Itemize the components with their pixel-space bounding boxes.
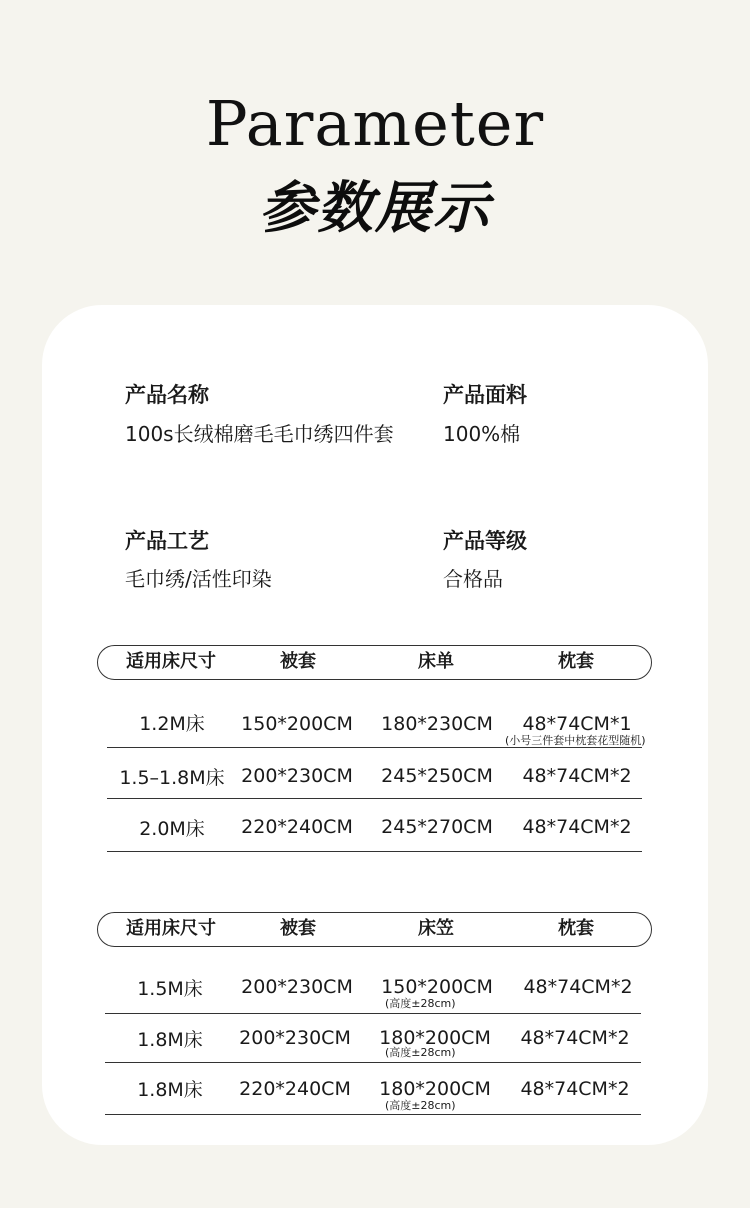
table2-header-duvet-cover: 被套: [280, 918, 316, 939]
product-name-label: 产品名称: [125, 383, 209, 407]
table1-row1-sheet: 180*230CM: [381, 713, 493, 735]
product-grade-label: 产品等级: [443, 529, 527, 553]
product-craft-label: 产品工艺: [125, 529, 209, 553]
product-grade-value: 合格品: [443, 567, 503, 591]
table2-row2-note: (高度±28cm): [385, 1046, 456, 1059]
table2-row2-fitted: 180*200CM: [379, 1027, 491, 1049]
table1-header: [97, 645, 652, 680]
table2-row2-duvet: 200*230CM: [239, 1027, 351, 1049]
product-name-value: 100s长绒棉磨毛毛巾绣四件套: [125, 422, 394, 446]
table1-row1-pillow: 48*74CM*1: [522, 713, 632, 735]
table1-row3-sheet: 245*270CM: [381, 816, 493, 838]
table1-row2-duvet: 200*230CM: [241, 765, 353, 787]
table2-row1-pillow: 48*74CM*2: [523, 976, 633, 998]
table1-header-bed-size: 适用床尺寸: [126, 651, 216, 672]
product-fabric-label: 产品面料: [443, 383, 527, 407]
table1-row2-pillow: 48*74CM*2: [522, 765, 632, 787]
table2-header-fitted-sheet: 床笠: [418, 918, 454, 939]
table1-header-pillowcase: 枕套: [558, 651, 594, 672]
table2-row1-duvet: 200*230CM: [241, 976, 353, 998]
table2-row1-size: 1.5M床: [137, 978, 203, 1000]
table2-header-bed-size: 适用床尺寸: [126, 918, 216, 939]
table-row: [107, 747, 642, 799]
table2-row3-note: (高度±28cm): [385, 1099, 456, 1112]
table1-row1-note: (小号三件套中枕套花型随机): [505, 734, 646, 747]
table2-header: [97, 912, 652, 947]
table1-row3-size: 2.0M床: [139, 818, 205, 840]
table2-row1-fitted: 150*200CM: [381, 976, 493, 998]
product-fabric-value: 100%棉: [443, 422, 521, 446]
table2-row3-duvet: 220*240CM: [239, 1078, 351, 1100]
table2-row3-size: 1.8M床: [137, 1079, 203, 1101]
table1-header-duvet-cover: 被套: [280, 651, 316, 672]
table1-row1-size: 1.2M床: [139, 713, 205, 735]
table2-row2-pillow: 48*74CM*2: [520, 1027, 630, 1049]
table-row: [107, 696, 646, 748]
table2-header-pillowcase: 枕套: [558, 918, 594, 939]
table1-row2-size: 1.5–1.8M床: [119, 767, 225, 789]
table1-header-bed-sheet: 床单: [418, 651, 454, 672]
table2-row1-note: (高度±28cm): [385, 997, 456, 1010]
title-english: Parameter: [205, 87, 545, 160]
table1-row2-sheet: 245*250CM: [381, 765, 493, 787]
table1-row1-duvet: 150*200CM: [241, 713, 353, 735]
product-craft-value: 毛巾绣/活性印染: [125, 567, 272, 591]
table2-row3-fitted: 180*200CM: [379, 1078, 491, 1100]
table-row: [105, 1013, 641, 1063]
table2-row2-size: 1.8M床: [137, 1029, 203, 1051]
table2-row3-pillow: 48*74CM*2: [520, 1078, 630, 1100]
table-row: [107, 798, 642, 852]
table-row: [105, 962, 641, 1014]
title-chinese: 参数展示: [259, 176, 491, 241]
table1-row3-duvet: 220*240CM: [241, 816, 353, 838]
table1-row3-pillow: 48*74CM*2: [522, 816, 632, 838]
table-row: [105, 1062, 641, 1115]
